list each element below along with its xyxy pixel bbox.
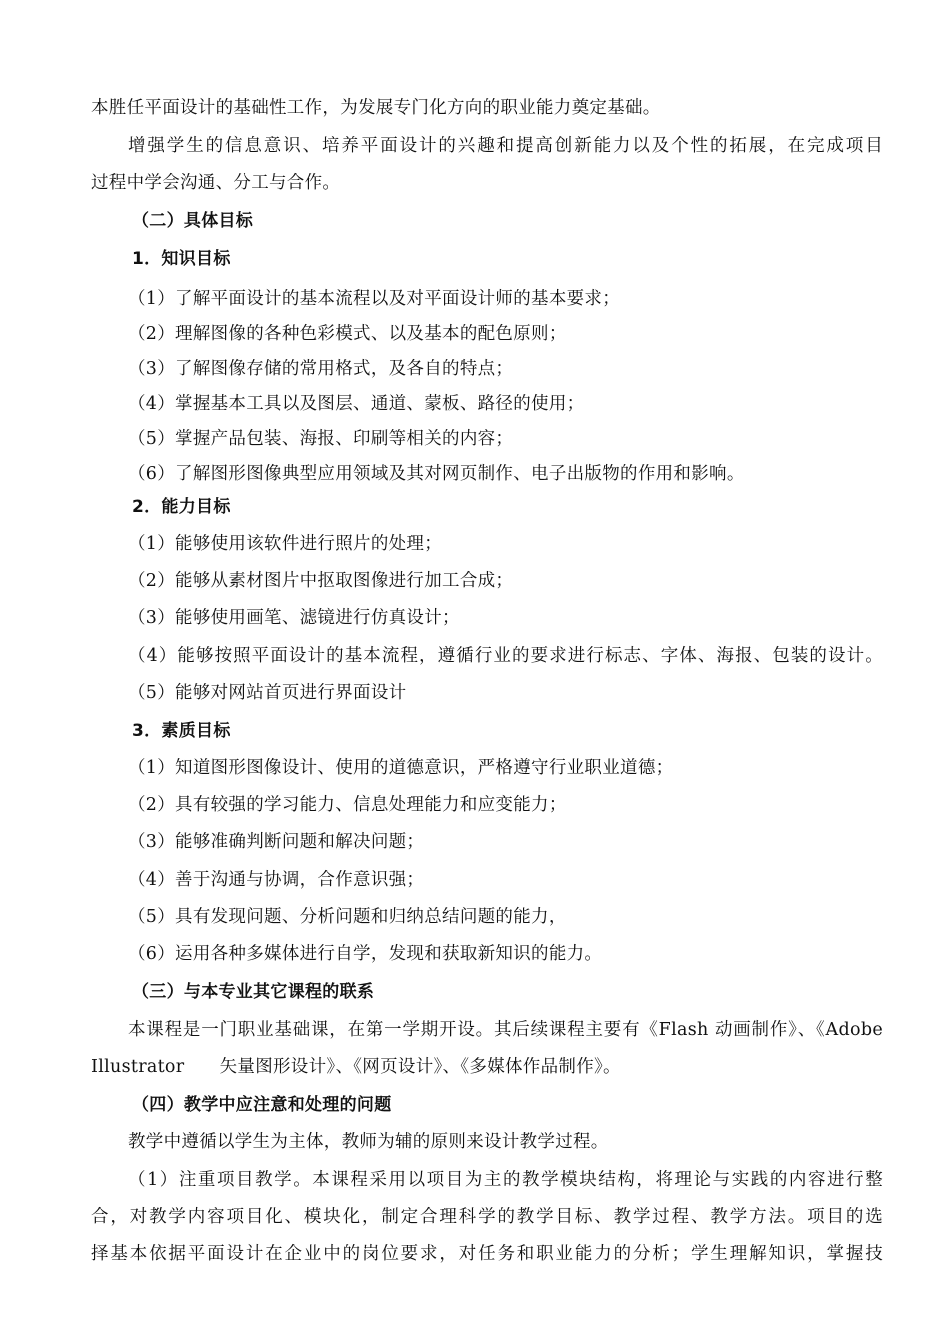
list-item: （6）运用各种多媒体进行自学，发现和获取新知识的能力。 [128,944,603,964]
list-item: （2）能够从素材图片中抠取图像进行加工合成； [128,571,514,591]
list-item: （1）能够使用该软件进行照片的处理； [128,534,443,554]
paragraph-line: 本课程是一门职业基础课，在第一学期开设。其后续课程主要有《Flash 动画制作》、《Adobe [128,1020,883,1040]
list-item: （3）了解图像存储的常用格式，及各自的特点； [128,359,514,379]
paragraph-line: 教学中遵循以学生为主体，教师为辅的原则来设计教学过程。 [128,1132,609,1152]
list-item: （5）具有发现问题、分析问题和归纳总结问题的能力， [128,907,567,927]
paragraph-line: 择基本依据平面设计在企业中的岗位要求，对任务和职业能力的分析；学生理解知识，掌握技 [91,1244,883,1264]
list-item: （3）能够准确判断问题和解决问题； [128,832,425,852]
section-heading-course-relations: （三）与本专业其它课程的联系 [132,982,375,1002]
section-heading-specific-goals: （二）具体目标 [132,211,254,231]
list-item: （1）知道图形图像设计、使用的道德意识，严格遵守行业职业道德； [128,758,674,778]
list-item: （6）了解图形图像典型应用领域及其对网页制作、电子出版物的作用和影响。 [128,464,745,484]
list-item: （5）掌握产品包装、海报、印刷等相关的内容； [128,429,514,449]
subheading-knowledge-goals: 1．知识目标 [132,249,231,269]
paragraph-line: Illustrator 矢量图形设计》、《网页设计》、《多媒体作品制作》。 [91,1057,621,1077]
list-item: （2）理解图像的各种色彩模式、以及基本的配色原则； [128,324,567,344]
section-heading-teaching-issues: （四）教学中应注意和处理的问题 [132,1095,392,1115]
list-item: （2）具有较强的学习能力、信息处理能力和应变能力； [128,795,567,815]
subheading-quality-goals: 3．素质目标 [132,721,231,741]
list-item: （1）了解平面设计的基本流程以及对平面设计师的基本要求； [128,289,621,309]
list-item: （4）能够按照平面设计的基本流程，遵循行业的要求进行标志、字体、海报、包装的设计。 [128,646,883,666]
list-item: （4）善于沟通与协调，合作意识强； [128,870,425,890]
list-item: （3）能够使用画笔、滤镜进行仿真设计； [128,608,460,628]
paragraph-line: 过程中学会沟通、分工与合作。 [91,173,341,193]
subheading-ability-goals: 2．能力目标 [132,497,231,517]
paragraph-line: （1）注重项目教学。本课程采用以项目为主的教学模块结构，将理论与实践的内容进行整 [128,1170,883,1190]
list-item: （4）掌握基本工具以及图层、通道、蒙板、路径的使用； [128,394,585,414]
paragraph-line: 本胜任平面设计的基础性工作，为发展专门化方向的职业能力奠定基础。 [91,98,661,118]
list-item: （5）能够对网站首页进行界面设计 [128,683,407,703]
paragraph-line: 合，对教学内容项目化、模块化，制定合理科学的教学目标、教学过程、教学方法。项目的选 [91,1207,883,1227]
paragraph-line: 增强学生的信息意识、培养平面设计的兴趣和提高创新能力以及个性的拓展，在完成项目 [128,136,883,156]
